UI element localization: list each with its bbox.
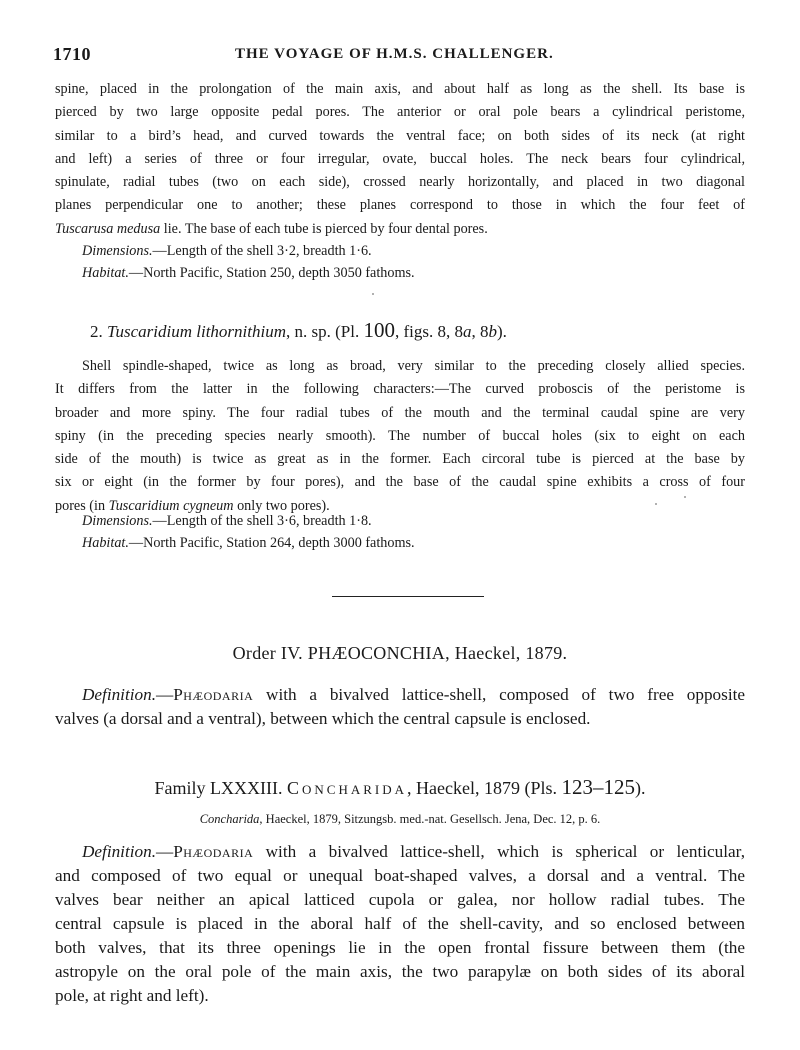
text-line: Shell spindle-shaped, twice as long as broad, very similar to the preceding closely allied species.: [82, 358, 745, 374]
family-name: Concharida: [287, 778, 408, 798]
text-line: broader and more spiny. The four radial tubes of the mouth and the terminal caudal spine are very: [55, 404, 745, 421]
genus-name: Tuscarusa medusa: [55, 220, 161, 237]
text-line: [55, 683, 745, 707]
text-fragment: —: [156, 842, 174, 861]
text-line: pierced by two large opposite pedal pores. The anterior or oral pole bears a cylindrical peristome,: [55, 104, 745, 121]
text-line: central capsule is placed in the aboral half of the shell-cavity, and so enclosed between: [55, 914, 745, 933]
dimensions-label: Dimensions.: [82, 243, 153, 259]
dimensions-1: [82, 240, 372, 262]
page-number: 1710: [53, 44, 91, 64]
figs-text: ).: [496, 322, 507, 341]
habitat-2: [82, 532, 415, 554]
plate-range: 123–125: [561, 775, 635, 799]
family-prefix: Family LXXXIII.: [154, 778, 287, 798]
fig-letter: b: [488, 322, 497, 341]
figs-text: , figs. 8, 8: [394, 322, 463, 341]
family-definition: [55, 840, 745, 1008]
definition-label: Definition.: [82, 685, 156, 704]
dimensions-2: [82, 510, 372, 532]
paragraph-continuation: [55, 78, 745, 241]
habitat-1: [82, 262, 415, 284]
text-line: valves bear neither an apical latticed cupola or galea, nor hollow radial tubes. The: [55, 890, 745, 909]
text-fragment: only two pores).: [233, 497, 330, 514]
order-heading: Order IV. PHÆOCONCHIA, Haeckel, 1879.: [232, 643, 568, 663]
text-fragment: with a bivalved lattice-shell, composed of two free opposite: [253, 685, 745, 704]
text-line: spiny (in the preceding species nearly smooth). The number of buccal holes (six to eight on each: [55, 427, 745, 444]
plate-number: 100: [363, 318, 395, 342]
text-line: six or eight (in the former by four pores), and the base of the caudal spine exhibits a cross of four: [55, 474, 745, 491]
section-divider: [332, 596, 484, 597]
species-reference: Tuscaridium cygneum: [108, 497, 234, 514]
text-line: [55, 218, 745, 241]
species-heading: [90, 318, 507, 343]
dimensions-text: —Length of the shell 3·2, breadth 1·6.: [152, 243, 372, 259]
habitat-text: —North Pacific, Station 250, depth 3050 fathoms.: [128, 265, 415, 281]
family-text: ).: [634, 778, 646, 798]
text-line: and left) a series of three or four irregular, ovate, buccal holes. The neck bears four cylindrical,: [55, 150, 745, 167]
text-line: similar to a bird’s head, and curved towards the ventral face; on both sides of its neck (at right: [55, 127, 745, 144]
dimensions-label: Dimensions.: [82, 513, 153, 529]
text-line: pole, at right and left).: [55, 986, 209, 1005]
text-fragment: with a bivalved lattice-shell, which is spherical or lenticular,: [253, 842, 745, 861]
group-name: Phæodaria: [173, 685, 254, 704]
running-head: [53, 44, 753, 68]
habitat-label: Habitat.: [82, 265, 129, 281]
species-suffix: , n. sp. (Pl.: [286, 322, 364, 341]
text-line: planes perpendicular one to another; these planes correspond to those in which the four feet of: [55, 197, 745, 214]
group-name: Phæodaria: [173, 842, 254, 861]
text-line: and composed of two equal or unequal boat-shaped valves, a dorsal and a ventral. The: [55, 866, 745, 885]
species-description: [55, 355, 745, 518]
reference-genus: Concharida: [199, 812, 260, 826]
text-line: both valves, that its three openings lie in the open frontal fissure between them (the: [55, 938, 745, 957]
running-title: THE VOYAGE OF H.M.S. CHALLENGER.: [235, 46, 554, 62]
scan-speck: [684, 496, 686, 498]
species-number: 2.: [90, 322, 103, 341]
family-text: , Haeckel, 1879 (Pls.: [407, 778, 562, 798]
habitat-text: —North Pacific, Station 264, depth 3000 fathoms.: [128, 535, 415, 551]
dimensions-text: —Length of the shell 3·6, breadth 1·8.: [152, 513, 372, 529]
text-fragment: pores (in: [55, 497, 109, 514]
family-heading: [0, 775, 800, 800]
reference-text: , Haeckel, 1879, Sitzungsb. med.-nat. Gesellsch. Jena, Dec. 12, p. 6.: [259, 812, 601, 826]
family-reference: [0, 812, 800, 827]
species-name: Tuscaridium lithornithium: [107, 322, 286, 341]
order-definition: [55, 683, 745, 731]
text-line: astropyle on the oral pole of the main axis, the two parapylæ on both sides of its aboral: [55, 962, 745, 981]
definition-label: Definition.: [82, 842, 156, 861]
fig-letter: a: [462, 322, 472, 341]
text-line: [55, 840, 745, 864]
scan-speck: [372, 293, 374, 295]
figs-text: , 8: [471, 322, 489, 341]
text-line: It differs from the latter in the following characters:—The curved proboscis of the peristome is: [55, 381, 745, 398]
text-fragment: lie. The base of each tube is pierced by four dental pores.: [160, 220, 488, 237]
habitat-label: Habitat.: [82, 535, 129, 551]
scan-speck: [655, 503, 657, 505]
text-line: valves (a dorsal and a ventral), between which the central capsule is enclosed.: [55, 709, 591, 728]
text-line: side of the mouth) is twice as great as in the former. Each circoral tube is pierced at the base by: [55, 451, 745, 468]
text-line: spinulate, radial tubes (two on each side), crossed nearly horizontally, and placed in two diagonal: [55, 174, 745, 191]
text-line: spine, placed in the prolongation of the main axis, and about half as long as the shell. Its base is: [55, 81, 745, 97]
text-fragment: —: [156, 685, 174, 704]
